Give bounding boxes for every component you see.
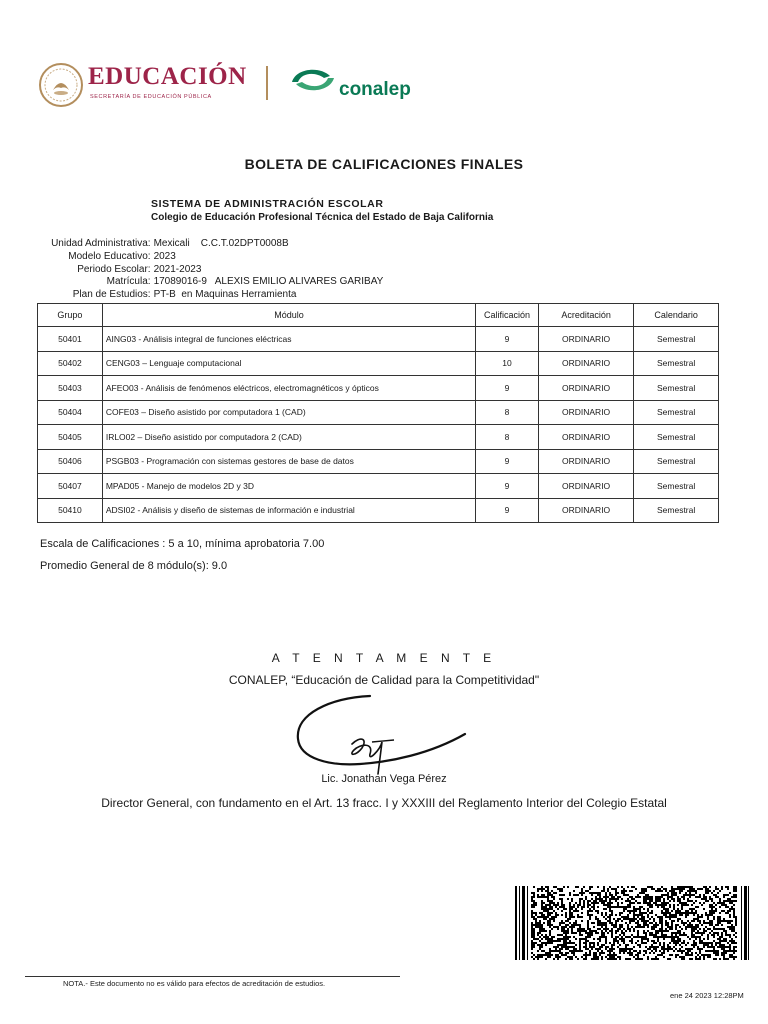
cell-grupo: 50402 [38, 351, 103, 376]
table-row [38, 351, 719, 376]
cell-grupo: 50405 [38, 425, 103, 450]
cell-acreditacion: ORDINARIO [538, 474, 633, 499]
cell-calificacion: 9 [476, 376, 539, 401]
cell-modulo: ADSI02 - Análisis y diseño de sistemas de información e industrial [102, 498, 475, 523]
table-header-row [38, 304, 719, 327]
info-label: Periodo Escolar: [77, 264, 151, 275]
table-row [38, 425, 719, 450]
cell-calendario: Semestral [634, 327, 719, 352]
column-header-modulo: Módulo [102, 304, 475, 327]
table-row [38, 376, 719, 401]
general-average-text: Promedio General de 8 módulo(s): 9.0 [40, 560, 228, 572]
cell-modulo: COFE03 – Diseño asistido por computadora 1 (CAD) [102, 400, 475, 425]
cell-calendario: Semestral [634, 400, 719, 425]
institution-motto: CONALEP, “Educación de Calidad para la Competitividad" [228, 673, 540, 687]
cell-acreditacion: ORDINARIO [538, 449, 633, 474]
logo-separator [266, 66, 268, 100]
cell-calificacion: 9 [476, 449, 539, 474]
cell-calificacion: 8 [476, 400, 539, 425]
cell-grupo: 50403 [38, 376, 103, 401]
cell-calendario: Semestral [634, 449, 719, 474]
info-label: Matrícula: [106, 276, 151, 287]
conalep-logo-text: conalep [339, 79, 411, 100]
cell-modulo: IRLO02 – Diseño asistido por computadora 2 (CAD) [102, 425, 475, 450]
cell-acreditacion: ORDINARIO [538, 498, 633, 523]
college-name: Colegio de Educación Profesional Técnica del Estado de Baja California [151, 212, 494, 223]
cell-modulo: PSGB03 - Programación con sistemas gestores de base de datos [102, 449, 475, 474]
cell-grupo: 50404 [38, 400, 103, 425]
cell-calendario: Semestral [634, 498, 719, 523]
info-value: 2023 [153, 251, 176, 262]
educacion-logo-text: EDUCACIÓN [88, 63, 247, 90]
conalep-mark-icon [286, 64, 340, 96]
column-header-acreditacion: Acreditación [538, 304, 633, 327]
cell-modulo: MPAD05 - Manejo de modelos 2D y 3D [102, 474, 475, 499]
cell-modulo: CENG03 – Lenguaje computacional [102, 351, 475, 376]
cell-calificacion: 9 [476, 474, 539, 499]
cell-calendario: Semestral [634, 376, 719, 401]
table-row [38, 474, 719, 499]
cell-acreditacion: ORDINARIO [538, 351, 633, 376]
educacion-logo-subtitle: SECRETARÍA DE EDUCACIÓN PÚBLICA [90, 94, 212, 100]
column-header-grupo: Grupo [38, 304, 103, 327]
cell-calificacion: 10 [476, 351, 539, 376]
grading-scale-text: Escala de Calificaciones : 5 a 10, mínima aprobatoria 7.00 [40, 538, 325, 550]
cell-acreditacion: ORDINARIO [538, 376, 633, 401]
column-header-calificacion: Calificación [476, 304, 539, 327]
cell-grupo: 50406 [38, 449, 103, 474]
system-name: SISTEMA DE ADMINISTRACIÓN ESCOLAR [151, 198, 384, 210]
cell-grupo: 50401 [38, 327, 103, 352]
cell-grupo: 50407 [38, 474, 103, 499]
cell-calendario: Semestral [634, 474, 719, 499]
info-value: Mexicali C.C.T.02DPT0008B [153, 238, 289, 249]
document-title: BOLETA DE CALIFICACIONES FINALES [244, 156, 524, 172]
cell-calificacion: 8 [476, 425, 539, 450]
cell-calificacion: 9 [476, 327, 539, 352]
cell-calendario: Semestral [634, 351, 719, 376]
info-label: Unidad Administrativa: [51, 238, 151, 249]
table-row [38, 498, 719, 523]
cell-modulo: AFEO03 - Análisis de fenómenos eléctricos, electromagnéticos y ópticos [102, 376, 475, 401]
info-label: Plan de Estudios: [72, 289, 151, 300]
closing-salutation: A T E N T A M E N T E [271, 651, 497, 665]
column-header-calendario: Calendario [634, 304, 719, 327]
signer-position: Director General, con fundamento en el Art. 13 fracc. I y XXXIII del Reglamento Interior del Colegio Estatal [101, 796, 667, 810]
cell-calendario: Semestral [634, 425, 719, 450]
table-row [38, 400, 719, 425]
grades-table [37, 303, 719, 523]
qr-code [515, 886, 749, 960]
cell-acreditacion: ORDINARIO [538, 425, 633, 450]
print-timestamp: ene 24 2023 12:28PM [670, 991, 744, 1000]
signature-graphic [290, 684, 480, 784]
info-value: PT-B en Maquinas Herramienta [153, 289, 297, 300]
info-value: 2021-2023 [153, 264, 202, 275]
info-row-plan [0, 277, 296, 301]
cell-acreditacion: ORDINARIO [538, 327, 633, 352]
table-row [38, 449, 719, 474]
table-row [38, 327, 719, 352]
government-seal-icon [38, 62, 84, 108]
info-value: 17089016-9 ALEXIS EMILIO ALIVARES GARIBAY [153, 276, 384, 287]
footer-note: NOTA.- Este documento no es válido para efectos de acreditación de estudios. [63, 979, 326, 988]
signer-name: Lic. Jonathan Vega Pérez [321, 773, 447, 785]
cell-grupo: 50410 [38, 498, 103, 523]
footer-divider [25, 976, 400, 977]
cell-calificacion: 9 [476, 498, 539, 523]
cell-modulo: AING03 - Análisis integral de funciones eléctricas [102, 327, 475, 352]
cell-acreditacion: ORDINARIO [538, 400, 633, 425]
info-label: Modelo Educativo: [68, 251, 151, 262]
